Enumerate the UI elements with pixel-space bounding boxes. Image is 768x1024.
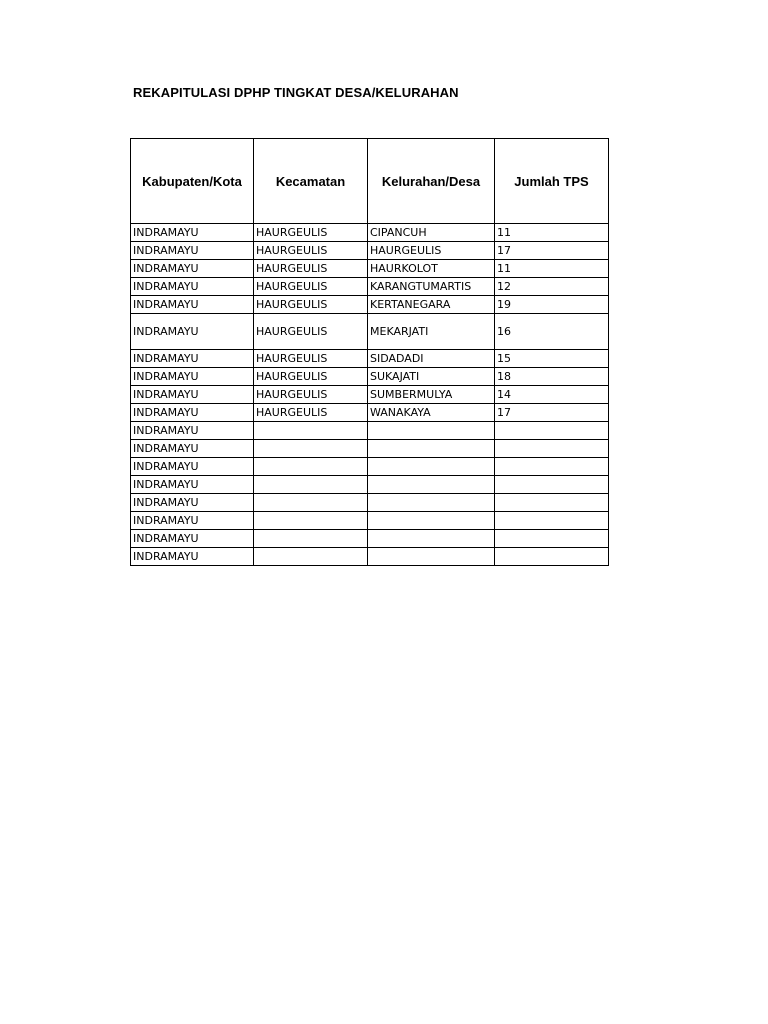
- cell-kabupaten-kota: INDRAMAYU: [131, 260, 254, 278]
- cell-kecamatan: HAURGEULIS: [254, 404, 368, 422]
- table-row: [131, 458, 609, 476]
- table-row: [131, 512, 609, 530]
- cell-kecamatan: HAURGEULIS: [254, 314, 368, 350]
- table-row: [131, 278, 609, 296]
- table-row: [131, 440, 609, 458]
- cell-kecamatan: [254, 440, 368, 458]
- cell-kelurahan-desa: SIDADADI: [368, 350, 495, 368]
- cell-kecamatan: [254, 476, 368, 494]
- table-row: [131, 260, 609, 278]
- cell-kelurahan-desa: KERTANEGARA: [368, 296, 495, 314]
- document-title: REKAPITULASI DPHP TINGKAT DESA/KELURAHAN: [133, 85, 459, 100]
- cell-kelurahan-desa: [368, 494, 495, 512]
- cell-kabupaten-kota: INDRAMAYU: [131, 476, 254, 494]
- cell-kelurahan-desa: SUMBERMULYA: [368, 386, 495, 404]
- cell-kelurahan-desa: [368, 512, 495, 530]
- cell-jumlah-tps: [495, 494, 609, 512]
- table-row: [131, 422, 609, 440]
- table-row: [131, 296, 609, 314]
- cell-jumlah-tps: [495, 512, 609, 530]
- table-row: [131, 494, 609, 512]
- cell-kabupaten-kota: INDRAMAYU: [131, 368, 254, 386]
- cell-kecamatan: [254, 530, 368, 548]
- cell-kelurahan-desa: [368, 548, 495, 566]
- header-kabupaten-kota: Kabupaten/Kota: [131, 139, 254, 224]
- cell-jumlah-tps: [495, 422, 609, 440]
- cell-kabupaten-kota: INDRAMAYU: [131, 242, 254, 260]
- table-row: [131, 224, 609, 242]
- cell-kabupaten-kota: INDRAMAYU: [131, 440, 254, 458]
- cell-kecamatan: HAURGEULIS: [254, 368, 368, 386]
- cell-kecamatan: HAURGEULIS: [254, 260, 368, 278]
- cell-kecamatan: [254, 494, 368, 512]
- table-row: [131, 314, 609, 350]
- cell-kecamatan: [254, 512, 368, 530]
- table-row: [131, 368, 609, 386]
- cell-kabupaten-kota: INDRAMAYU: [131, 494, 254, 512]
- cell-jumlah-tps: 15: [495, 350, 609, 368]
- cell-kabupaten-kota: INDRAMAYU: [131, 224, 254, 242]
- table-row: [131, 350, 609, 368]
- cell-kecamatan: [254, 422, 368, 440]
- cell-kecamatan: HAURGEULIS: [254, 224, 368, 242]
- cell-jumlah-tps: 11: [495, 224, 609, 242]
- cell-kelurahan-desa: SUKAJATI: [368, 368, 495, 386]
- cell-jumlah-tps: 11: [495, 260, 609, 278]
- cell-kelurahan-desa: CIPANCUH: [368, 224, 495, 242]
- cell-jumlah-tps: [495, 476, 609, 494]
- cell-kabupaten-kota: INDRAMAYU: [131, 296, 254, 314]
- cell-kabupaten-kota: INDRAMAYU: [131, 278, 254, 296]
- cell-jumlah-tps: 12: [495, 278, 609, 296]
- table-header-row: [131, 139, 609, 224]
- cell-kabupaten-kota: INDRAMAYU: [131, 530, 254, 548]
- cell-kelurahan-desa: HAURKOLOT: [368, 260, 495, 278]
- table-row: [131, 386, 609, 404]
- header-kelurahan-desa: Kelurahan/Desa: [368, 139, 495, 224]
- cell-kabupaten-kota: INDRAMAYU: [131, 422, 254, 440]
- cell-kabupaten-kota: INDRAMAYU: [131, 548, 254, 566]
- cell-kelurahan-desa: WANAKAYA: [368, 404, 495, 422]
- cell-kabupaten-kota: INDRAMAYU: [131, 512, 254, 530]
- recap-table: [130, 138, 609, 566]
- cell-kabupaten-kota: INDRAMAYU: [131, 404, 254, 422]
- table-row: [131, 404, 609, 422]
- cell-kecamatan: HAURGEULIS: [254, 278, 368, 296]
- cell-kecamatan: [254, 548, 368, 566]
- cell-kelurahan-desa: KARANGTUMARTIS: [368, 278, 495, 296]
- cell-kelurahan-desa: HAURGEULIS: [368, 242, 495, 260]
- table-row: [131, 530, 609, 548]
- cell-jumlah-tps: 16: [495, 314, 609, 350]
- cell-kabupaten-kota: INDRAMAYU: [131, 350, 254, 368]
- cell-kecamatan: [254, 458, 368, 476]
- table-row: [131, 476, 609, 494]
- cell-jumlah-tps: [495, 548, 609, 566]
- cell-jumlah-tps: [495, 440, 609, 458]
- cell-kabupaten-kota: INDRAMAYU: [131, 386, 254, 404]
- header-kecamatan: Kecamatan: [254, 139, 368, 224]
- table-row: [131, 548, 609, 566]
- cell-kelurahan-desa: [368, 422, 495, 440]
- cell-jumlah-tps: 17: [495, 242, 609, 260]
- cell-kelurahan-desa: [368, 476, 495, 494]
- cell-jumlah-tps: 19: [495, 296, 609, 314]
- cell-kecamatan: HAURGEULIS: [254, 296, 368, 314]
- table-row: [131, 242, 609, 260]
- cell-kecamatan: HAURGEULIS: [254, 386, 368, 404]
- cell-kecamatan: HAURGEULIS: [254, 242, 368, 260]
- cell-kelurahan-desa: [368, 458, 495, 476]
- cell-kabupaten-kota: INDRAMAYU: [131, 314, 254, 350]
- cell-kelurahan-desa: [368, 440, 495, 458]
- cell-kelurahan-desa: MEKARJATI: [368, 314, 495, 350]
- cell-jumlah-tps: 14: [495, 386, 609, 404]
- cell-jumlah-tps: 17: [495, 404, 609, 422]
- cell-jumlah-tps: [495, 458, 609, 476]
- cell-kelurahan-desa: [368, 530, 495, 548]
- cell-kecamatan: HAURGEULIS: [254, 350, 368, 368]
- cell-kabupaten-kota: INDRAMAYU: [131, 458, 254, 476]
- header-jumlah-tps: Jumlah TPS: [495, 139, 609, 224]
- cell-jumlah-tps: [495, 530, 609, 548]
- cell-jumlah-tps: 18: [495, 368, 609, 386]
